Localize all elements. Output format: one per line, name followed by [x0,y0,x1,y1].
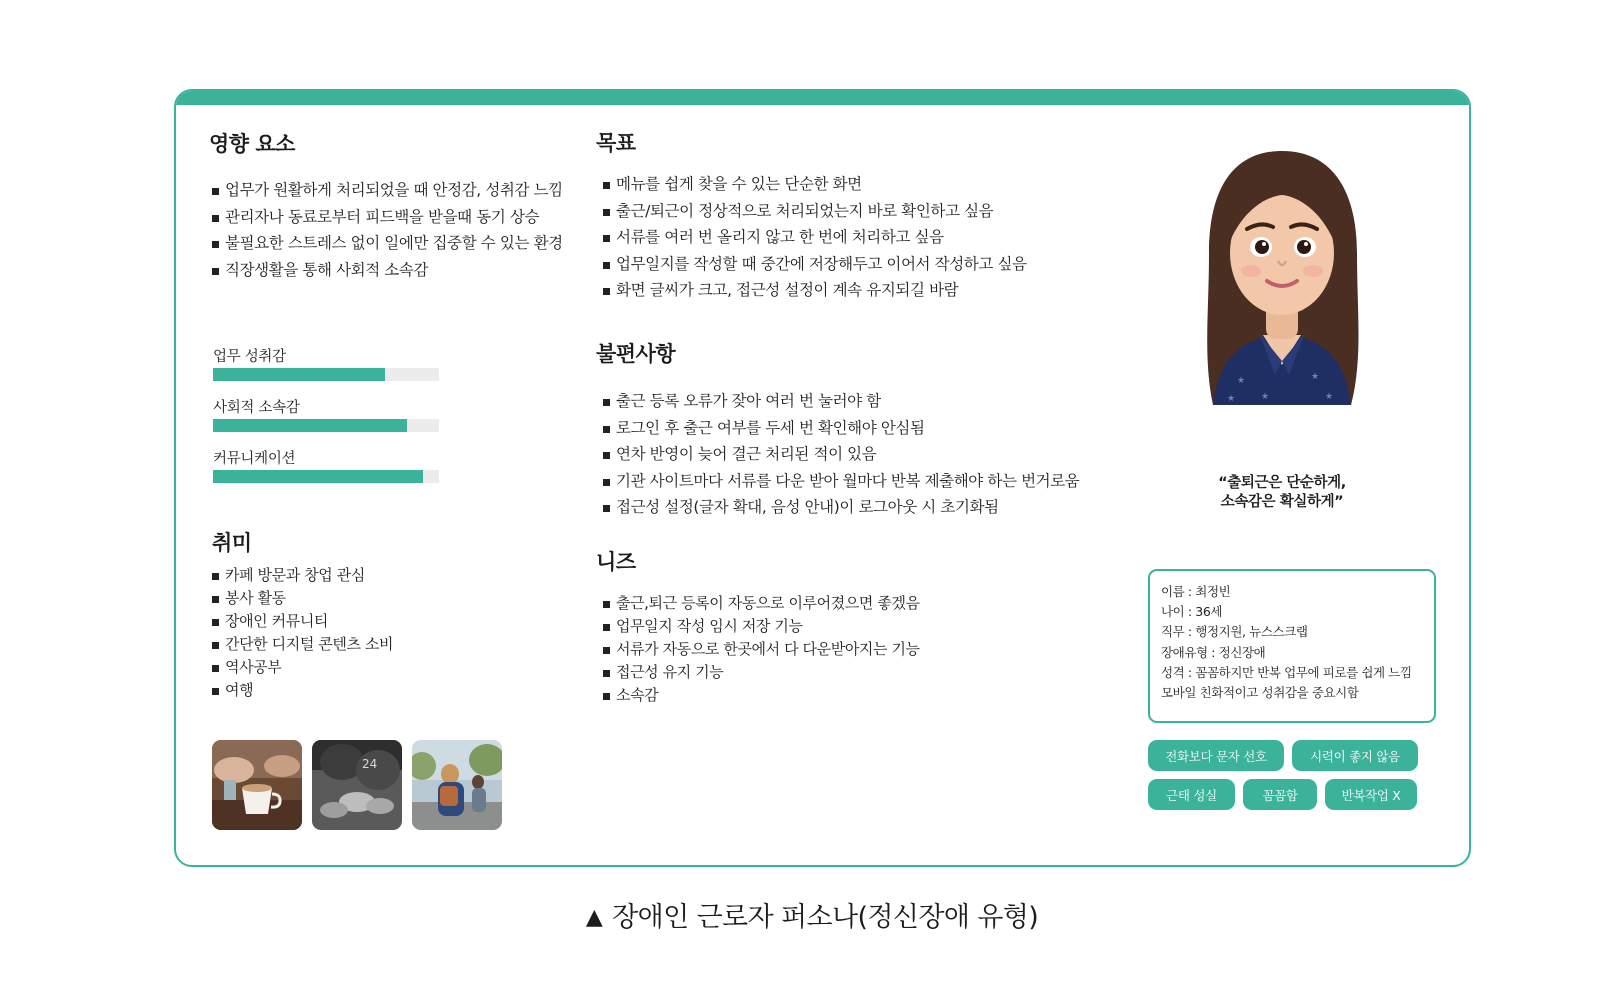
list-item: 업무가 원활하게 처리되었을 때 안정감, 성취감 느낌 [212,177,563,204]
tag-row [1148,740,1448,771]
tag: 꼼꼼함 [1243,779,1317,810]
svg-text:24: 24 [362,757,378,771]
list-item: 출근,퇴근 등록이 자동으로 이루어졌으면 좋겠음 [603,592,920,615]
pains-title: 불편사항 [596,342,676,366]
list-item: 직장생활을 통해 사회적 소속감 [212,257,563,284]
list-item: 카페 방문과 창업 관심 [212,564,393,587]
persona-quote [1151,474,1413,512]
svg-text:★: ★ [1237,376,1246,386]
list-item: 서류가 자동으로 한곳에서 다 다운받아지는 기능 [603,638,920,661]
meter-fill [213,419,407,432]
list-item: 업무일지 작성 임시 저장 기능 [603,615,920,638]
persona-card [174,89,1471,867]
meter-fill [213,470,423,483]
svg-text:★: ★ [1311,372,1320,382]
svg-text:★: ★ [1261,392,1270,402]
list-item: 화면 글씨가 크고, 접근성 설정이 계속 유지되길 바람 [603,277,1027,304]
list-item: 역사공부 [212,656,393,679]
goals-list [603,171,1027,304]
goals-title: 목표 [596,131,636,155]
needs-list [603,592,920,707]
cafe-photo [212,740,302,830]
list-item: 접근성 유지 기능 [603,661,920,684]
quote-line-1: “출퇴근은 단순하게, [1218,475,1346,491]
trait-tags [1148,740,1448,818]
list-item: 출근/퇴근이 정상적으로 처리되었는지 바로 확인하고 싶음 [603,198,1027,225]
meter-fill [213,368,385,381]
meters [213,345,439,498]
travel-photo [412,740,502,830]
tag: 전화보다 문자 선호 [1148,740,1284,771]
list-item: 서류를 여러 번 올리지 않고 한 번에 처리하고 싶음 [603,224,1027,251]
meter-track [213,470,439,483]
meter-label: 업무 성취감 [213,349,286,365]
svg-text:★: ★ [1227,394,1236,404]
figure-caption [0,895,1624,934]
influence-list [212,177,563,283]
profile-trait: 모바일 친화적이고 성취감을 중요시함 [1161,685,1359,701]
hobbies-title: 취미 [212,531,252,555]
persona-avatar [1151,143,1413,413]
card-top-bar [176,91,1469,105]
list-item: 소속감 [603,684,920,707]
list-item: 장애인 커뮤니티 [212,610,393,633]
list-item: 연차 반영이 늦어 결근 처리된 적이 있음 [603,441,1079,468]
list-item: 불필요한 스트레스 없이 일에만 집중할 수 있는 환경 [212,230,563,257]
profile-age: 나이 : 36세 [1161,604,1223,620]
meter-label: 커뮤니케이션 [213,451,296,467]
hobby-photos [212,740,502,830]
list-item: 관리자나 동료로부터 피드백을 받을때 동기 상승 [212,204,563,231]
meter-communication [213,447,439,498]
influence-title: 영향 요소 [209,132,295,156]
profile-personality: 성격 : 꼼꼼하지만 반복 업무에 피로를 쉽게 느낌 [1161,664,1412,680]
tag: 시력이 좋지 않음 [1292,740,1418,771]
profile-disability: 장애유형 : 정신장애 [1161,644,1266,660]
caption-text: 장애인 근로자 퍼소나(정신장애 유형) [612,902,1039,933]
profile-name: 이름 : 최정빈 [1161,584,1231,599]
tag: 근태 성실 [1148,779,1235,810]
triangle-marker-icon: ▲ [585,905,603,930]
needs-title: 니즈 [596,550,636,574]
list-item: 출근 등록 오류가 잦아 여러 번 눌러야 함 [603,388,1079,415]
list-item: 기관 사이트마다 서류를 다운 받아 월마다 반복 제출해야 하는 번거로움 [603,468,1079,495]
meter-belonging [213,396,439,447]
svg-text:★: ★ [1325,392,1334,402]
pains-list [603,388,1079,521]
list-item: 업무일지를 작성할 때 중간에 저장해두고 이어서 작성하고 싶음 [603,251,1027,278]
list-item: 여행 [212,679,393,702]
list-item: 접근성 설정(글자 확대, 음성 안내)이 로그아웃 시 초기화됨 [603,494,1079,521]
profile-box [1148,569,1436,723]
profile-job: 직무 : 행정지원, 뉴스스크랩 [1161,624,1308,640]
list-item: 간단한 디지털 콘텐츠 소비 [212,633,393,656]
meter-track [213,368,439,381]
meter-label: 사회적 소속감 [213,400,300,416]
tag: 반복작업 X [1325,779,1417,810]
tag-row [1148,779,1448,810]
volunteer-photo [312,740,402,830]
quote-line-2: 소속감은 확실하게” [1220,494,1344,510]
meter-achievement [213,345,439,396]
hobbies-list [212,564,393,702]
list-item: 로그인 후 출근 여부를 두세 번 확인해야 안심됨 [603,415,1079,442]
list-item: 봉사 활동 [212,587,393,610]
list-item: 메뉴를 쉽게 찾을 수 있는 단순한 화면 [603,171,1027,198]
meter-track [213,419,439,432]
